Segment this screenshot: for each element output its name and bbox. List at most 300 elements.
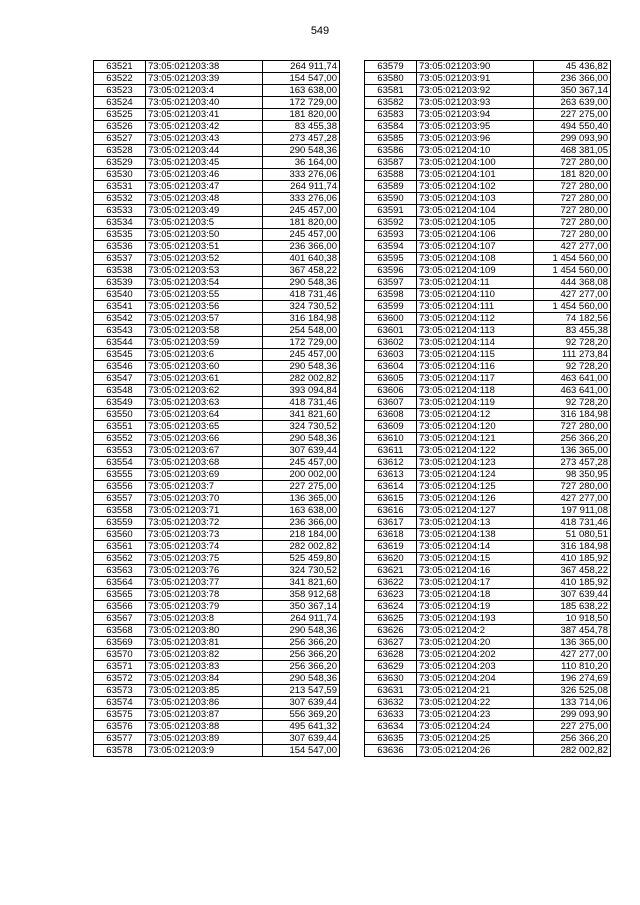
row-number: 63599 <box>365 301 417 313</box>
row-number: 63522 <box>94 73 146 85</box>
table-row <box>365 721 611 733</box>
row-number: 63528 <box>94 145 146 157</box>
cadastral-value: 307 639,44 <box>534 589 611 601</box>
row-number: 63553 <box>94 445 146 457</box>
row-number: 63602 <box>365 337 417 349</box>
table-row <box>94 601 340 613</box>
cadastral-value: 51 080,51 <box>534 529 611 541</box>
table-row <box>94 85 340 97</box>
cadastral-number: 73:05:021204:15 <box>417 553 534 565</box>
cadastral-number: 73:05:021203:57 <box>146 313 263 325</box>
table-row <box>94 745 340 757</box>
cadastral-value: 299 093,90 <box>534 709 611 721</box>
cadastral-value: 98 350,95 <box>534 469 611 481</box>
cadastral-value: 181 820,00 <box>534 169 611 181</box>
table-row <box>94 157 340 169</box>
row-number: 63555 <box>94 469 146 481</box>
cadastral-number: 73:05:021204:203 <box>417 661 534 673</box>
cadastral-number: 73:05:021203:72 <box>146 517 263 529</box>
cadastral-number: 73:05:021204:193 <box>417 613 534 625</box>
cadastral-number: 73:05:021203:49 <box>146 205 263 217</box>
cadastral-value: 263 639,00 <box>534 97 611 109</box>
row-number: 63574 <box>94 697 146 709</box>
cadastral-value: 136 365,00 <box>534 637 611 649</box>
cadastral-value: 468 381,05 <box>534 145 611 157</box>
table-row <box>94 697 340 709</box>
row-number: 63567 <box>94 613 146 625</box>
table-row <box>94 217 340 229</box>
table-row <box>365 421 611 433</box>
row-number: 63576 <box>94 721 146 733</box>
cadastral-number: 73:05:021204:117 <box>417 373 534 385</box>
cadastral-number: 73:05:021204:112 <box>417 313 534 325</box>
row-number: 63624 <box>365 601 417 613</box>
cadastral-number: 73:05:021204:113 <box>417 325 534 337</box>
cadastral-number: 73:05:021204:106 <box>417 229 534 241</box>
cadastral-value: 136 365,00 <box>534 445 611 457</box>
row-number: 63564 <box>94 577 146 589</box>
row-number: 63585 <box>365 133 417 145</box>
cadastral-value: 36 164,00 <box>263 157 340 169</box>
table-row <box>365 229 611 241</box>
cadastral-number: 73:05:021204:105 <box>417 217 534 229</box>
row-number: 63571 <box>94 661 146 673</box>
table-row <box>365 469 611 481</box>
table-row <box>94 589 340 601</box>
row-number: 63536 <box>94 241 146 253</box>
row-number: 63632 <box>365 697 417 709</box>
table-row <box>365 625 611 637</box>
row-number: 63589 <box>365 181 417 193</box>
table-row <box>365 277 611 289</box>
row-number: 63614 <box>365 481 417 493</box>
cadastral-number: 73:05:021204:16 <box>417 565 534 577</box>
row-number: 63526 <box>94 121 146 133</box>
cadastral-value: 200 002,00 <box>263 469 340 481</box>
row-number: 63565 <box>94 589 146 601</box>
row-number: 63592 <box>365 217 417 229</box>
cadastral-value: 1 454 560,00 <box>534 253 611 265</box>
cadastral-value: 367 458,22 <box>263 265 340 277</box>
cadastral-number: 73:05:021203:8 <box>146 613 263 625</box>
table-row <box>365 73 611 85</box>
cadastral-value: 163 638,00 <box>263 85 340 97</box>
cadastral-value: 427 277,00 <box>534 493 611 505</box>
cadastral-number: 73:05:021203:89 <box>146 733 263 745</box>
row-number: 63629 <box>365 661 417 673</box>
table-row <box>365 349 611 361</box>
cadastral-value: 299 093,90 <box>534 133 611 145</box>
cadastral-number: 73:05:021204:123 <box>417 457 534 469</box>
cadastral-value: 727 280,00 <box>534 193 611 205</box>
table-row <box>365 133 611 145</box>
row-number: 63542 <box>94 313 146 325</box>
cadastral-value: 316 184,98 <box>534 409 611 421</box>
cadastral-number: 73:05:021203:88 <box>146 721 263 733</box>
table-row <box>94 121 340 133</box>
row-number: 63543 <box>94 325 146 337</box>
cadastral-number: 73:05:021203:41 <box>146 109 263 121</box>
row-number: 63634 <box>365 721 417 733</box>
table-row <box>365 649 611 661</box>
table-row <box>94 73 340 85</box>
row-number: 63616 <box>365 505 417 517</box>
cadastral-value: 236 366,00 <box>534 73 611 85</box>
cadastral-value: 307 639,44 <box>263 697 340 709</box>
cadastral-value: 367 458,22 <box>534 565 611 577</box>
cadastral-number: 73:05:021204:138 <box>417 529 534 541</box>
row-number: 63552 <box>94 433 146 445</box>
cadastral-number: 73:05:021204:23 <box>417 709 534 721</box>
row-number: 63633 <box>365 709 417 721</box>
cadastral-number: 73:05:021204:13 <box>417 517 534 529</box>
cadastral-number: 73:05:021203:51 <box>146 241 263 253</box>
row-number: 63606 <box>365 385 417 397</box>
table-row <box>365 301 611 313</box>
cadastral-value: 556 369,20 <box>263 709 340 721</box>
cadastral-number: 73:05:021204:125 <box>417 481 534 493</box>
row-number: 63593 <box>365 229 417 241</box>
cadastral-number: 73:05:021203:58 <box>146 325 263 337</box>
cadastral-number: 73:05:021204:122 <box>417 445 534 457</box>
cadastral-number: 73:05:021203:77 <box>146 577 263 589</box>
cadastral-number: 73:05:021204:21 <box>417 685 534 697</box>
cadastral-value: 495 641,32 <box>263 721 340 733</box>
row-number: 63539 <box>94 277 146 289</box>
cadastral-value: 218 184,00 <box>263 529 340 541</box>
row-number: 63524 <box>94 97 146 109</box>
table-row <box>94 733 340 745</box>
cadastral-number: 73:05:021203:47 <box>146 181 263 193</box>
cadastral-number: 73:05:021203:53 <box>146 265 263 277</box>
table-row <box>94 169 340 181</box>
cadastral-number: 73:05:021204:12 <box>417 409 534 421</box>
cadastral-value: 227 275,00 <box>534 721 611 733</box>
cadastral-value: 316 184,98 <box>534 541 611 553</box>
table-row <box>94 661 340 673</box>
cadastral-value: 172 729,00 <box>263 97 340 109</box>
cadastral-value: 236 366,00 <box>263 241 340 253</box>
row-number: 63534 <box>94 217 146 229</box>
row-number: 63554 <box>94 457 146 469</box>
row-number: 63521 <box>94 61 146 73</box>
cadastral-value: 74 182,56 <box>534 313 611 325</box>
table-row <box>94 673 340 685</box>
row-number: 63563 <box>94 565 146 577</box>
row-number: 63588 <box>365 169 417 181</box>
cadastral-value: 358 912,68 <box>263 589 340 601</box>
cadastral-value: 227 275,00 <box>534 109 611 121</box>
table-row <box>365 661 611 673</box>
cadastral-value: 154 547,00 <box>263 745 340 757</box>
row-number: 63608 <box>365 409 417 421</box>
cadastral-number: 73:05:021203:82 <box>146 649 263 661</box>
table-row <box>365 409 611 421</box>
cadastral-number: 73:05:021204:103 <box>417 193 534 205</box>
cadastral-value: 333 276,06 <box>263 169 340 181</box>
cadastral-number: 73:05:021203:45 <box>146 157 263 169</box>
row-number: 63582 <box>365 97 417 109</box>
row-number: 63568 <box>94 625 146 637</box>
cadastral-number: 73:05:021204:14 <box>417 541 534 553</box>
cadastral-value: 307 639,44 <box>263 733 340 745</box>
cadastral-value: 245 457,00 <box>263 229 340 241</box>
row-number: 63612 <box>365 457 417 469</box>
table-row <box>94 193 340 205</box>
table-row <box>365 541 611 553</box>
row-number: 63541 <box>94 301 146 313</box>
table-row <box>94 397 340 409</box>
row-number: 63581 <box>365 85 417 97</box>
cadastral-number: 73:05:021203:61 <box>146 373 263 385</box>
cadastral-number: 73:05:021203:85 <box>146 685 263 697</box>
cadastral-number: 73:05:021203:74 <box>146 541 263 553</box>
cadastral-value: 727 280,00 <box>534 157 611 169</box>
cadastral-value: 264 911,74 <box>263 61 340 73</box>
cadastral-number: 73:05:021203:48 <box>146 193 263 205</box>
cadastral-value: 133 714,06 <box>534 697 611 709</box>
cadastral-value: 196 274,69 <box>534 673 611 685</box>
table-row <box>365 61 611 73</box>
table-row <box>94 541 340 553</box>
cadastral-value: 494 550,40 <box>534 121 611 133</box>
cadastral-value: 111 273,84 <box>534 349 611 361</box>
row-number: 63580 <box>365 73 417 85</box>
cadastral-value: 341 821,60 <box>263 577 340 589</box>
table-row <box>365 85 611 97</box>
table-row <box>94 145 340 157</box>
cadastral-number: 73:05:021203:39 <box>146 73 263 85</box>
table-row <box>94 613 340 625</box>
row-number: 63558 <box>94 505 146 517</box>
table-row <box>365 193 611 205</box>
table-row <box>365 385 611 397</box>
row-number: 63550 <box>94 409 146 421</box>
row-number: 63596 <box>365 265 417 277</box>
row-number: 63569 <box>94 637 146 649</box>
table-row <box>94 373 340 385</box>
table-row <box>94 709 340 721</box>
table-row <box>365 361 611 373</box>
row-number: 63618 <box>365 529 417 541</box>
row-number: 63597 <box>365 277 417 289</box>
cadastral-number: 73:05:021204:100 <box>417 157 534 169</box>
row-number: 63601 <box>365 325 417 337</box>
row-number: 63525 <box>94 109 146 121</box>
row-number: 63560 <box>94 529 146 541</box>
cadastral-value: 227 275,00 <box>263 481 340 493</box>
cadastral-value: 324 730,52 <box>263 301 340 313</box>
cadastral-value: 1 454 560,00 <box>534 265 611 277</box>
table-row <box>94 289 340 301</box>
table-row <box>94 133 340 145</box>
table-row <box>94 469 340 481</box>
row-number: 63603 <box>365 349 417 361</box>
cadastral-number: 73:05:021203:4 <box>146 85 263 97</box>
table-row <box>94 61 340 73</box>
table-row <box>365 157 611 169</box>
cadastral-value: 154 547,00 <box>263 73 340 85</box>
table-row <box>365 97 611 109</box>
cadastral-value: 290 548,36 <box>263 277 340 289</box>
row-number: 63531 <box>94 181 146 193</box>
cadastral-number: 73:05:021203:71 <box>146 505 263 517</box>
cadastral-value: 444 368,08 <box>534 277 611 289</box>
table-row <box>94 421 340 433</box>
row-number: 63636 <box>365 745 417 757</box>
row-number: 63626 <box>365 625 417 637</box>
cadastral-number: 73:05:021204:124 <box>417 469 534 481</box>
row-number: 63562 <box>94 553 146 565</box>
cadastral-number: 73:05:021203:44 <box>146 145 263 157</box>
cadastral-value: 264 911,74 <box>263 613 340 625</box>
table-row <box>365 577 611 589</box>
table-row <box>94 481 340 493</box>
cadastral-value: 181 820,00 <box>263 217 340 229</box>
cadastral-value: 245 457,00 <box>263 457 340 469</box>
cadastral-value: 290 548,36 <box>263 361 340 373</box>
table-row <box>94 337 340 349</box>
table-row <box>94 181 340 193</box>
cadastral-value: 727 280,00 <box>534 229 611 241</box>
table-row <box>365 181 611 193</box>
table-row <box>94 625 340 637</box>
cadastral-number: 73:05:021203:9 <box>146 745 263 757</box>
cadastral-value: 427 277,00 <box>534 241 611 253</box>
row-number: 63635 <box>365 733 417 745</box>
cadastral-number: 73:05:021203:69 <box>146 469 263 481</box>
cadastral-number: 73:05:021203:79 <box>146 601 263 613</box>
table-row <box>94 505 340 517</box>
table-row <box>365 745 611 757</box>
table-row <box>365 505 611 517</box>
cadastral-value: 264 911,74 <box>263 181 340 193</box>
table-row <box>365 601 611 613</box>
cadastral-value: 290 548,36 <box>263 433 340 445</box>
cadastral-value: 324 730,52 <box>263 565 340 577</box>
row-number: 63611 <box>365 445 417 457</box>
cadastral-value: 92 728,20 <box>534 337 611 349</box>
row-number: 63622 <box>365 577 417 589</box>
cadastral-number: 73:05:021203:40 <box>146 97 263 109</box>
table-row <box>94 313 340 325</box>
cadastral-value: 387 454,78 <box>534 625 611 637</box>
cadastral-number: 73:05:021203:42 <box>146 121 263 133</box>
row-number: 63570 <box>94 649 146 661</box>
cadastral-value: 727 280,00 <box>534 421 611 433</box>
row-number: 63610 <box>365 433 417 445</box>
cadastral-value: 213 547,59 <box>263 685 340 697</box>
row-number: 63591 <box>365 205 417 217</box>
cadastral-value: 172 729,00 <box>263 337 340 349</box>
row-number: 63594 <box>365 241 417 253</box>
table-row <box>94 493 340 505</box>
cadastral-value: 341 821,60 <box>263 409 340 421</box>
table-row <box>365 709 611 721</box>
cadastral-value: 290 548,36 <box>263 145 340 157</box>
table-row <box>365 265 611 277</box>
cadastral-number: 73:05:021203:65 <box>146 421 263 433</box>
cadastral-number: 73:05:021203:6 <box>146 349 263 361</box>
row-number: 63566 <box>94 601 146 613</box>
left-register-table <box>93 60 340 757</box>
cadastral-number: 73:05:021204:107 <box>417 241 534 253</box>
row-number: 63584 <box>365 121 417 133</box>
table-row <box>365 121 611 133</box>
row-number: 63573 <box>94 685 146 697</box>
table-row <box>365 565 611 577</box>
cadastral-value: 236 366,00 <box>263 517 340 529</box>
cadastral-number: 73:05:021203:75 <box>146 553 263 565</box>
row-number: 63559 <box>94 517 146 529</box>
cadastral-number: 73:05:021203:7 <box>146 481 263 493</box>
cadastral-number: 73:05:021203:43 <box>146 133 263 145</box>
cadastral-value: 326 525,08 <box>534 685 611 697</box>
row-number: 63621 <box>365 565 417 577</box>
table-row <box>365 529 611 541</box>
cadastral-number: 73:05:021204:2 <box>417 625 534 637</box>
table-row <box>94 409 340 421</box>
cadastral-number: 73:05:021204:20 <box>417 637 534 649</box>
table-row <box>94 637 340 649</box>
cadastral-number: 73:05:021203:5 <box>146 217 263 229</box>
cadastral-value: 181 820,00 <box>263 109 340 121</box>
cadastral-value: 163 638,00 <box>263 505 340 517</box>
cadastral-value: 282 002,82 <box>263 373 340 385</box>
table-row <box>94 565 340 577</box>
cadastral-number: 73:05:021203:70 <box>146 493 263 505</box>
table-row <box>365 673 611 685</box>
cadastral-value: 256 366,20 <box>534 433 611 445</box>
row-number: 63607 <box>365 397 417 409</box>
cadastral-value: 290 548,36 <box>263 673 340 685</box>
cadastral-number: 73:05:021203:63 <box>146 397 263 409</box>
cadastral-value: 45 436,82 <box>534 61 611 73</box>
table-row <box>365 145 611 157</box>
row-number: 63630 <box>365 673 417 685</box>
cadastral-number: 73:05:021204:118 <box>417 385 534 397</box>
cadastral-value: 256 366,20 <box>263 661 340 673</box>
cadastral-value: 418 731,46 <box>534 517 611 529</box>
table-row <box>365 613 611 625</box>
row-number: 63631 <box>365 685 417 697</box>
cadastral-value: 256 366,20 <box>263 649 340 661</box>
cadastral-number: 73:05:021204:17 <box>417 577 534 589</box>
cadastral-number: 73:05:021203:81 <box>146 637 263 649</box>
table-row <box>365 493 611 505</box>
row-number: 63577 <box>94 733 146 745</box>
table-row <box>94 253 340 265</box>
cadastral-number: 73:05:021203:94 <box>417 109 534 121</box>
cadastral-number: 73:05:021203:84 <box>146 673 263 685</box>
cadastral-value: 316 184,98 <box>263 313 340 325</box>
cadastral-number: 73:05:021204:18 <box>417 589 534 601</box>
cadastral-value: 282 002,82 <box>263 541 340 553</box>
table-row <box>94 649 340 661</box>
cadastral-value: 350 367,14 <box>534 85 611 97</box>
row-number: 63535 <box>94 229 146 241</box>
row-number: 63604 <box>365 361 417 373</box>
cadastral-number: 73:05:021203:62 <box>146 385 263 397</box>
cadastral-number: 73:05:021203:38 <box>146 61 263 73</box>
cadastral-number: 73:05:021203:90 <box>417 61 534 73</box>
cadastral-value: 185 638,22 <box>534 601 611 613</box>
table-row <box>365 337 611 349</box>
row-number: 63579 <box>365 61 417 73</box>
row-number: 63623 <box>365 589 417 601</box>
cadastral-number: 73:05:021204:111 <box>417 301 534 313</box>
row-number: 63548 <box>94 385 146 397</box>
